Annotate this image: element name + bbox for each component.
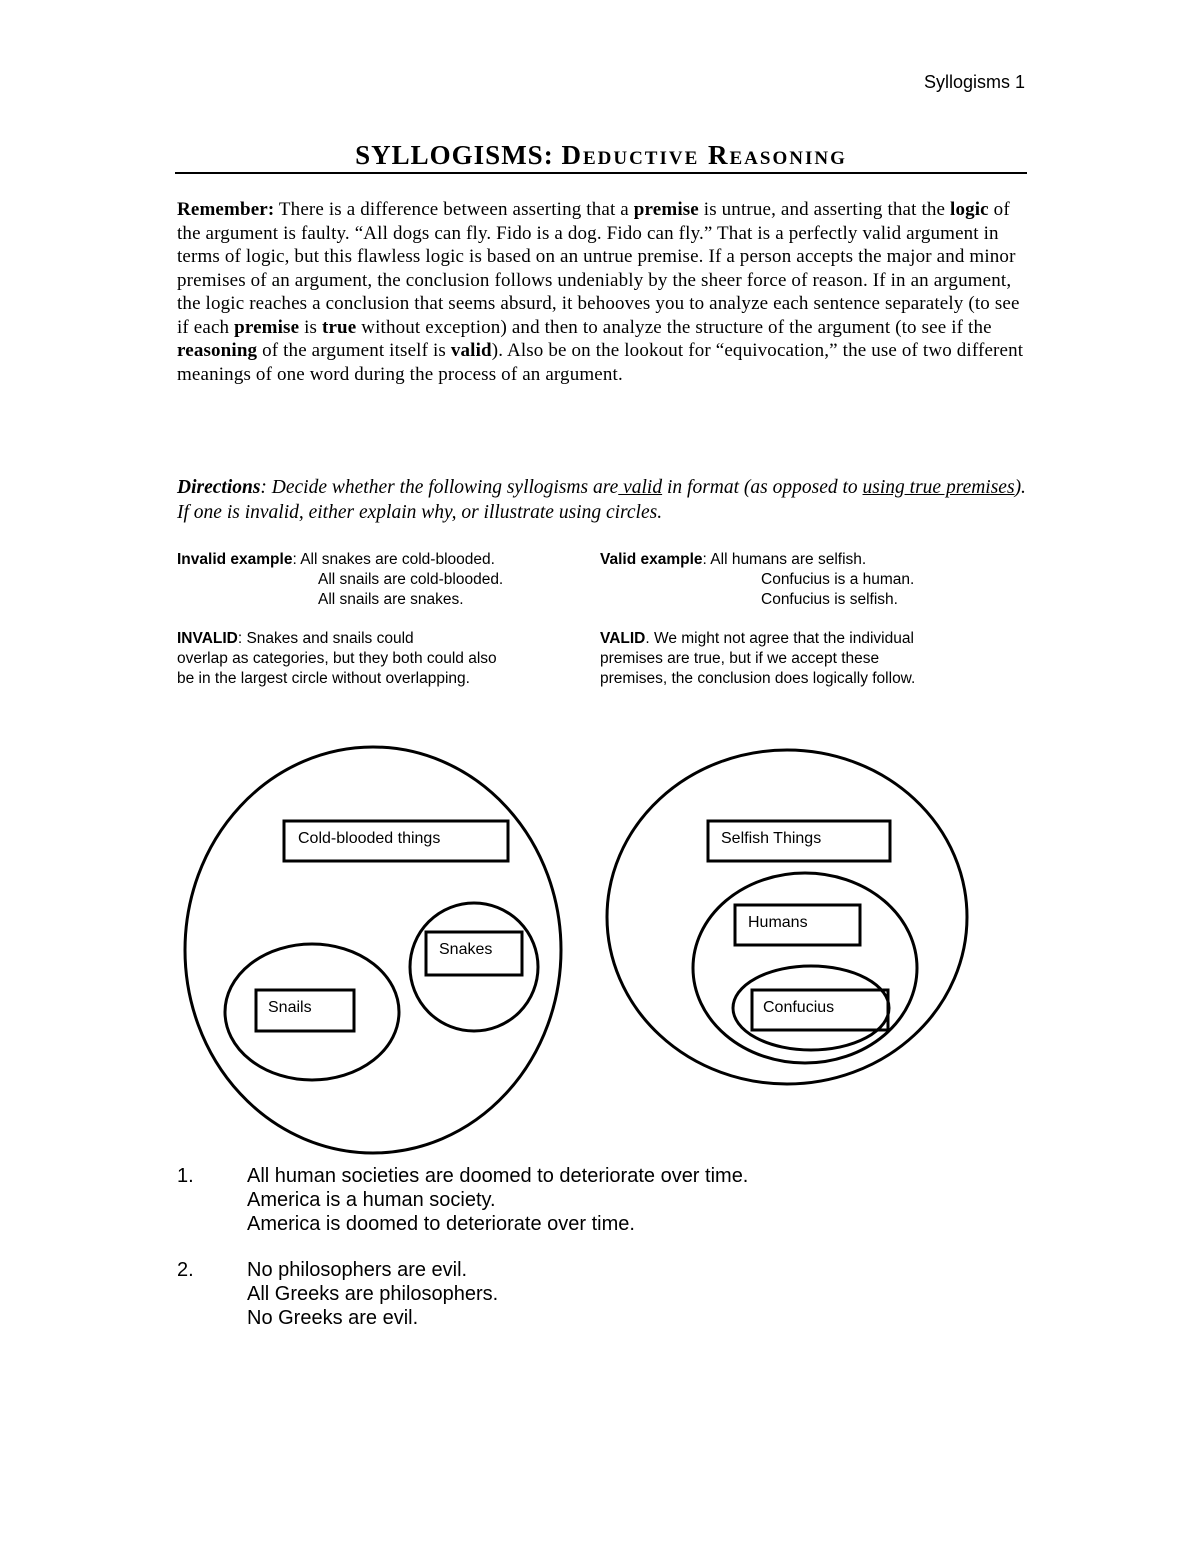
valid-example-syllogism bbox=[600, 550, 866, 570]
remember-text-7: ). Also be on the lookout for “equivocation,” the use of two different meanings of one word during the process of an argument. bbox=[177, 340, 1024, 385]
question-line: No Greeks are evil. bbox=[247, 1307, 419, 1329]
invalid-explanation-2: overlap as categories, but they both could also bbox=[177, 650, 497, 667]
invalid-example-syllogism bbox=[177, 550, 495, 570]
selfish-label: Selfish Things bbox=[721, 830, 822, 847]
question-line: America is a human society. bbox=[247, 1189, 496, 1211]
valid-example-explanation bbox=[600, 629, 915, 689]
invalid-verdict: INVALID bbox=[177, 630, 238, 647]
remember-text-1: There is a difference between asserting that a bbox=[274, 199, 634, 220]
valid-example-minor bbox=[761, 570, 914, 610]
invalid-example-line-2: All snails are cold-blooded. bbox=[318, 571, 504, 588]
valid-verdict: VALID bbox=[600, 630, 646, 647]
snails-circle bbox=[225, 944, 399, 1080]
valid-example-label: Valid example bbox=[600, 551, 703, 568]
invalid-explanation-3: be in the largest circle without overlapping. bbox=[177, 670, 470, 687]
remember-paragraph bbox=[177, 198, 1027, 386]
humans-label: Humans bbox=[748, 914, 808, 931]
snakes-label: Snakes bbox=[439, 941, 493, 958]
valid-example-line-2: Confucius is a human. bbox=[761, 571, 915, 588]
directions-label: Directions bbox=[177, 477, 261, 498]
title-main: SYLLOGISMS: bbox=[355, 140, 554, 170]
invalid-example-explanation bbox=[177, 629, 497, 689]
remember-term-reasoning: reasoning bbox=[177, 340, 258, 361]
valid-explanation-1: . We might not agree that the individual bbox=[645, 630, 914, 647]
title-rule bbox=[175, 172, 1027, 174]
invalid-example-minor bbox=[318, 570, 503, 610]
title-subtitle: Deductive Reasoning bbox=[561, 140, 847, 170]
snakes-circle bbox=[410, 903, 538, 1031]
valid-explanation-3: premises, the conclusion does logically follow. bbox=[600, 670, 916, 687]
directions-text-1: : Decide whether the following syllogisms are bbox=[260, 477, 619, 498]
directions-using-true-premises: using true premises bbox=[862, 477, 1015, 498]
cold-blooded-outer-circle bbox=[185, 747, 561, 1153]
remember-term-valid: valid bbox=[450, 340, 492, 361]
directions-paragraph bbox=[177, 475, 1037, 525]
question-line: All Greeks are philosophers. bbox=[247, 1283, 499, 1305]
remember-text-5: without exception) and then to analyze the structure of the argument (to see if the bbox=[356, 316, 992, 338]
remember-term-premise: premise bbox=[633, 199, 699, 220]
remember-text-3: of the argument is faulty. “All dogs can fly. Fido is a dog. Fido can fly.” That is a perfectly valid argument in terms of logic, but this flawless logic is based on an untrue premise. If a person accepts the major and minor premises of an argument, the conclusion follows undeniably by the sheer force of reason. If in an argument, the logic reaches a conclusion that seems absurd, it behooves you to analyze each sentence separately (to see if each bbox=[177, 199, 1020, 338]
question-line: No philosophers are evil. bbox=[247, 1259, 468, 1281]
syllogism-diagrams bbox=[0, 720, 1200, 1170]
valid-example-line-3: Confucius is selfish. bbox=[761, 591, 898, 608]
question-line: All human societies are doomed to deteriorate over time. bbox=[247, 1165, 749, 1187]
remember-text-2: is untrue, and asserting that the bbox=[698, 199, 951, 220]
running-head: Syllogisms 1 bbox=[923, 72, 1025, 92]
valid-example-line-1: : All humans are selfish. bbox=[702, 551, 867, 568]
valid-explanation-2: premises are true, but if we accept these bbox=[600, 650, 880, 667]
question-line: America is doomed to deteriorate over time. bbox=[247, 1213, 635, 1235]
invalid-explanation-1: : Snakes and snails could bbox=[237, 630, 414, 647]
remember-text-6: of the argument itself is bbox=[257, 340, 451, 361]
invalid-example-label: Invalid example bbox=[177, 551, 293, 568]
question-number: 2. bbox=[177, 1259, 194, 1281]
snails-label: Snails bbox=[268, 999, 312, 1016]
directions-text-2: in format (as opposed to bbox=[662, 477, 863, 498]
question-number: 1. bbox=[177, 1165, 194, 1187]
remember-term-premise-2: premise bbox=[234, 316, 300, 338]
page-title bbox=[175, 140, 1027, 171]
invalid-example-line-3: All snails are snakes. bbox=[318, 591, 464, 608]
directions-valid-word: valid bbox=[618, 477, 663, 498]
remember-label: Remember: bbox=[177, 199, 275, 220]
remember-text-4: is bbox=[299, 316, 322, 338]
cold-blooded-label: Cold-blooded things bbox=[298, 830, 441, 847]
confucius-label: Confucius bbox=[763, 999, 835, 1016]
humans-circle bbox=[693, 873, 917, 1063]
directions-text-3: ). If one is invalid, either explain why, or illustrate using circles. bbox=[177, 477, 1026, 523]
remember-term-true: true bbox=[321, 316, 357, 338]
remember-term-logic: logic bbox=[950, 199, 989, 220]
invalid-example-line-1: : All snakes are cold-blooded. bbox=[292, 551, 495, 568]
